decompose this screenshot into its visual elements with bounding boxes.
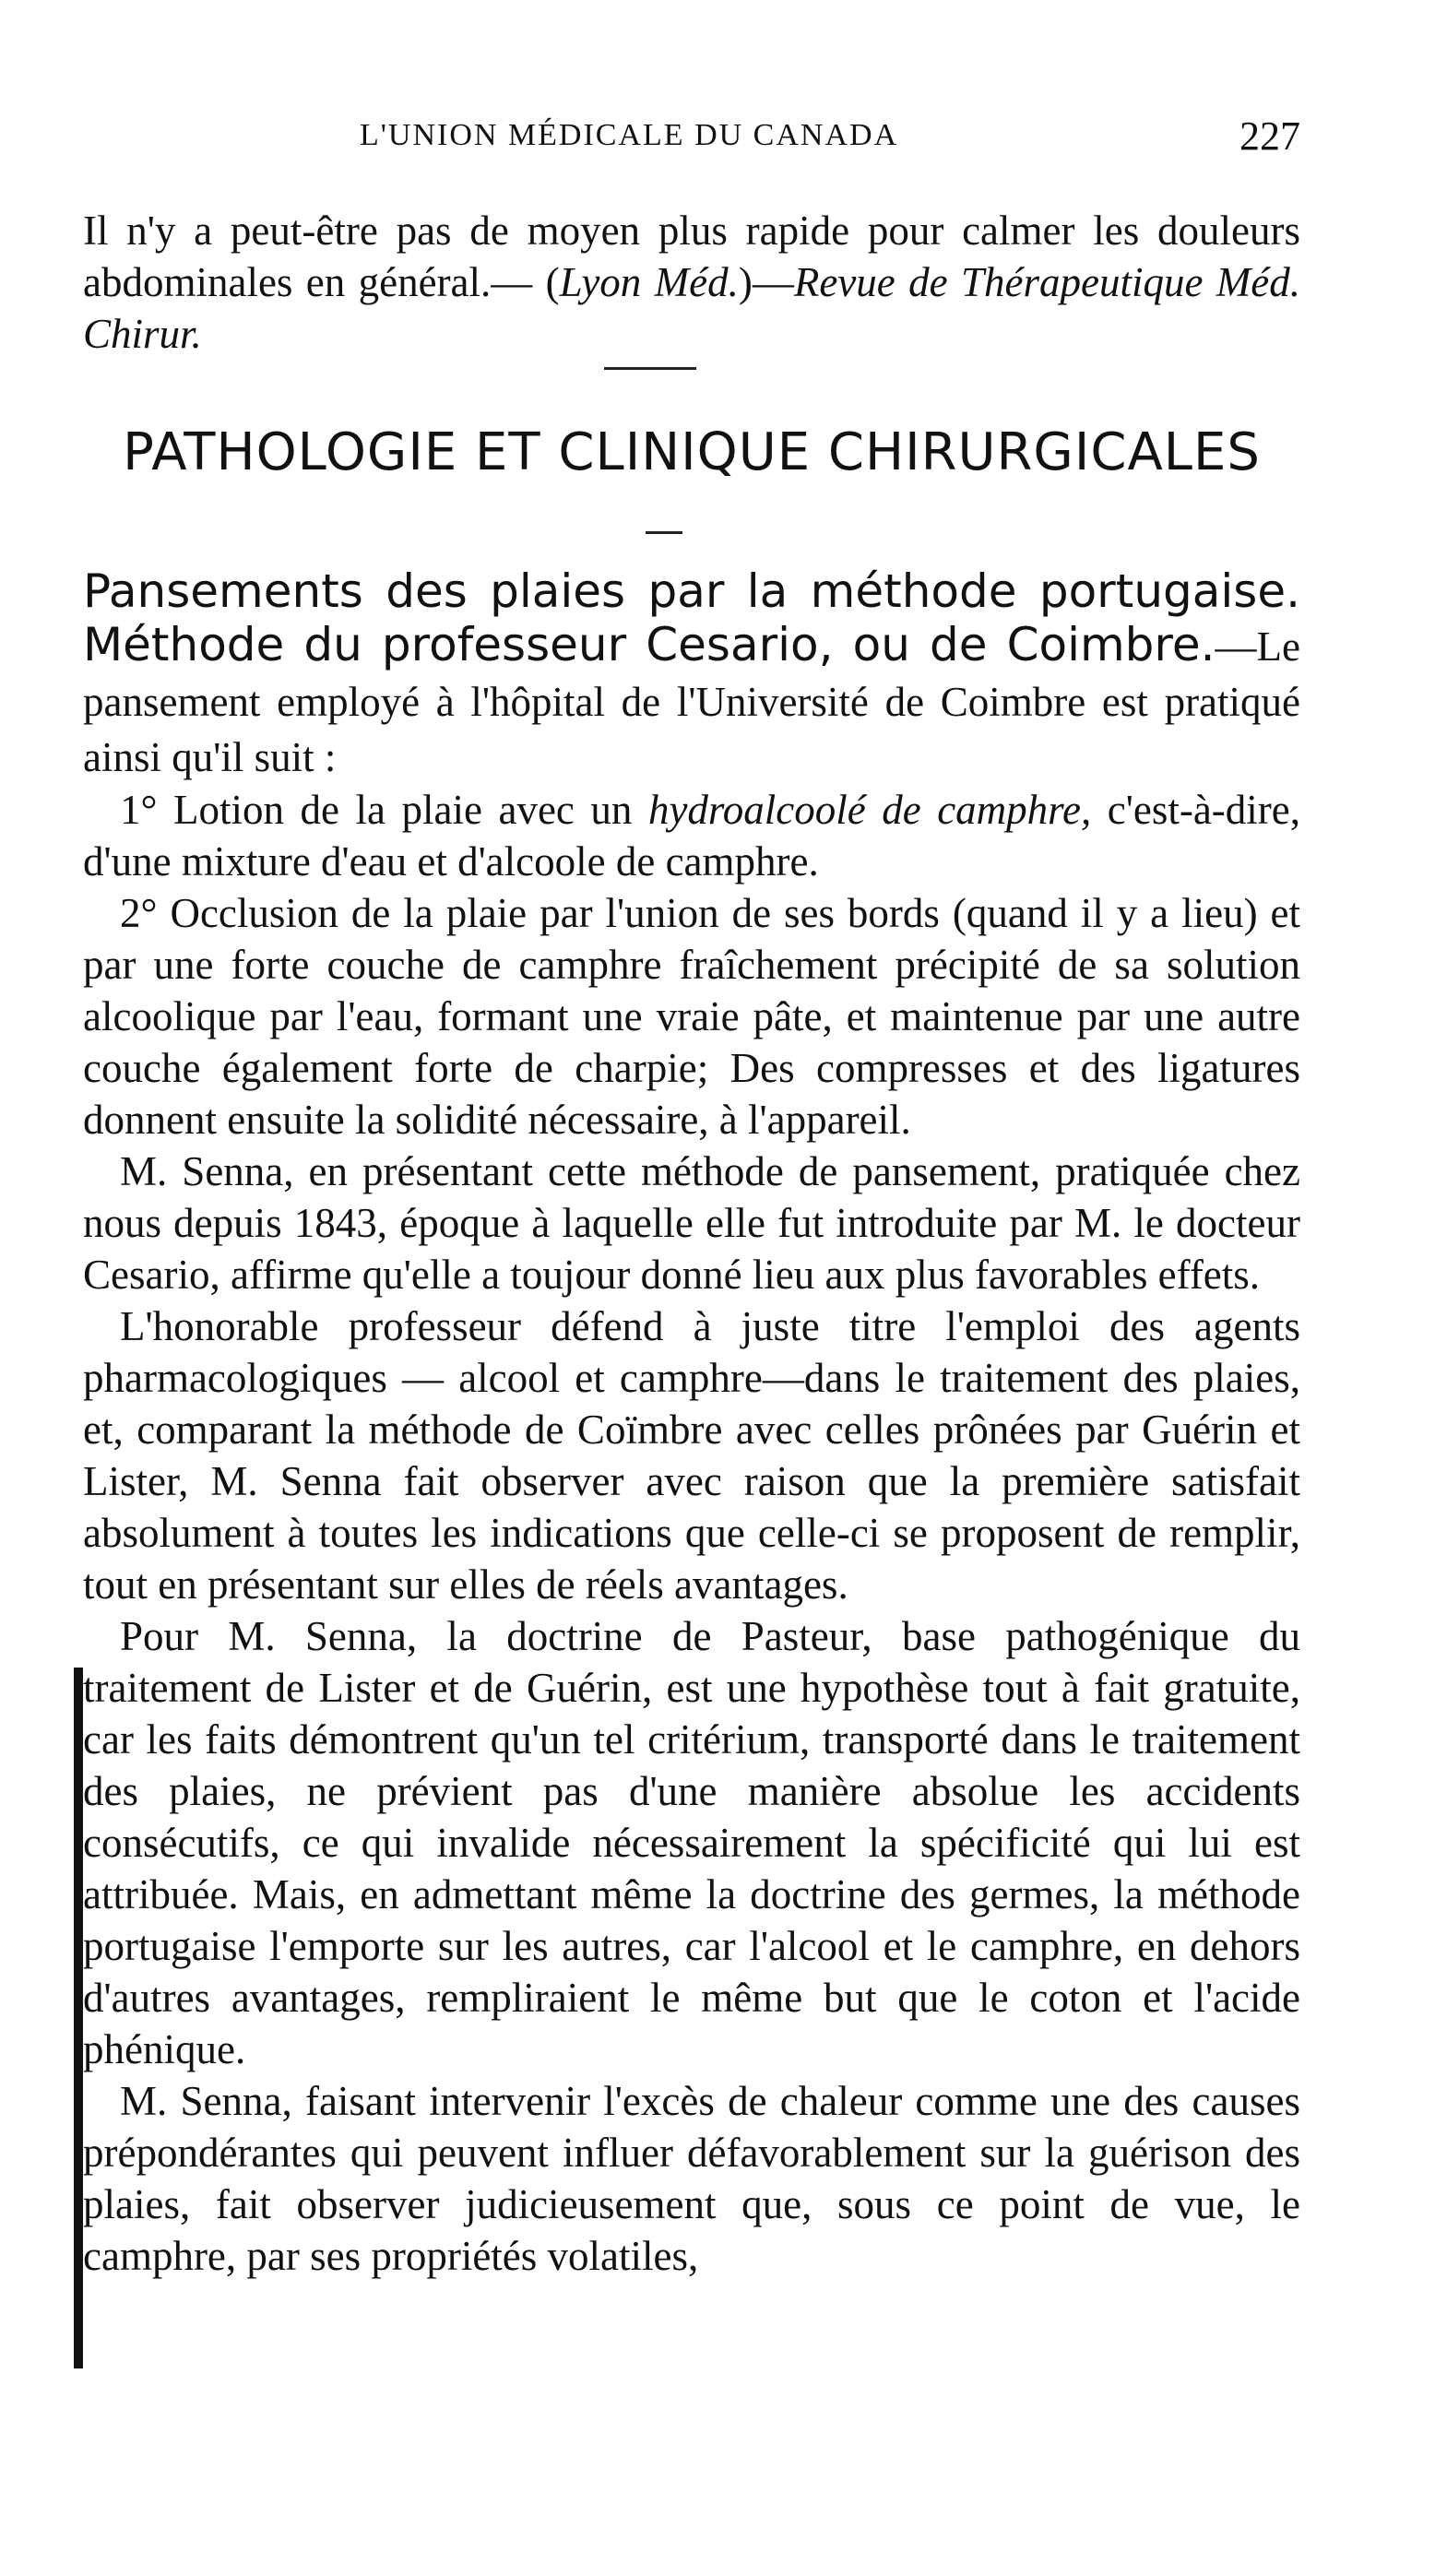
paragraph-agents: L'honorable professeur défend à juste titre l'emploi des agents pharmacologiques — alcool et camphre—dans le traitement des plaies, et, comparant la méthode de Coïmbre avec celles prônées par Guérin et Lister, M. Senna fait observer avec raison que la première satisfait absolument à toutes les indications que celle-ci se proposent de remplir, tout en présentant sur elles de réels avantages.: [83, 1303, 1300, 1608]
paragraph-chaleur: M. Senna, faisant intervenir l'excès de chaleur comme une des causes prépondérantes qui peuvent influer défavorablement sur la guérison des plaies, fait observer judicieusement que, sous ce point de vue, le camphre, par ses propriétés volatiles,: [83, 2078, 1300, 2279]
running-title: L'UNION MÉDICALE DU CANADA: [360, 118, 899, 152]
citation-lyon: Lyon Méd.: [559, 259, 739, 305]
heading-dash: [646, 531, 682, 534]
article-title-line-2: Méthode du professeur Cesario, ou de Coimbre.: [83, 618, 1216, 671]
article-title: [83, 564, 1300, 784]
page-number: 227: [1239, 113, 1300, 159]
article-lead-text: —Le pansement employé à l'hôpital de l'Université de Coimbre est pratiqué ainsi qu'il suit :: [83, 623, 1300, 780]
intro-text: [83, 205, 1300, 360]
separator-rule: [604, 367, 696, 370]
citation-revue: Revue de Thérapeutique Méd. Chirur.: [83, 259, 1300, 357]
intro-text-2: )—: [738, 259, 794, 305]
binding-margin-shadow: [74, 1668, 83, 2368]
article-title-line-1: Pansements des plaies par la méthode portugaise.: [83, 564, 1300, 618]
step-1-text-b: c'est-à-dire, d'une mixture d'eau et d'alcoole de camphre.: [83, 787, 1300, 884]
step-1-text-a: 1° Lotion de la plaie avec un: [120, 787, 648, 833]
step-1-italic: hydroalcoolé de camphre,: [647, 787, 1092, 833]
step-2: 2° Occlusion de la plaie par l'union de ses bords (quand il y a lieu) et par une forte couche de camphre fraîchement précipité de sa solution alcoolique par l'eau, formant une vraie pâte, et maintenue par une autre couche également forte de charpie; Des compresses et des ligatures donnent ensuite la solidité nécessaire, à l'appareil.: [83, 890, 1300, 1143]
intro-paragraph: [83, 205, 1300, 360]
paragraph-senna-presentation: M. Senna, en présentant cette méthode de pansement, pratiquée chez nous depuis 1843, époque à laquelle elle fut introduite par M. le docteur Cesario, affirme qu'elle a toujour donné lieu aux plus favorables effets.: [83, 1148, 1300, 1298]
section-heading: PATHOLOGIE ET CLINIQUE CHIRURGICALES: [123, 422, 1261, 482]
running-head: [83, 113, 1300, 173]
article: [83, 564, 1300, 2282]
intro-text-1: Il n'y a peut-être pas de moyen plus rapide pour calmer les douleurs abdominales en général.— (: [83, 208, 1300, 305]
paragraph-pasteur: Pour M. Senna, la doctrine de Pasteur, base pathogénique du traitement de Lister et de Guérin, est une hypothèse tout à fait gratuite, car les faits démontrent qu'un tel critérium, transporté dans le traitement des plaies, ne prévient pas d'une manière absolue les accidents consécutifs, ce qui invalide nécessairement la spécificité qui lui est attribuée. Mais, en admettant même la doctrine des germes, la méthode portugaise l'emporte sur les autres, car l'alcool et le camphre, en dehors d'autres avantages, rempliraient le même but que le coton et l'acide phénique.: [83, 1613, 1300, 2072]
step-1: [83, 784, 1300, 887]
